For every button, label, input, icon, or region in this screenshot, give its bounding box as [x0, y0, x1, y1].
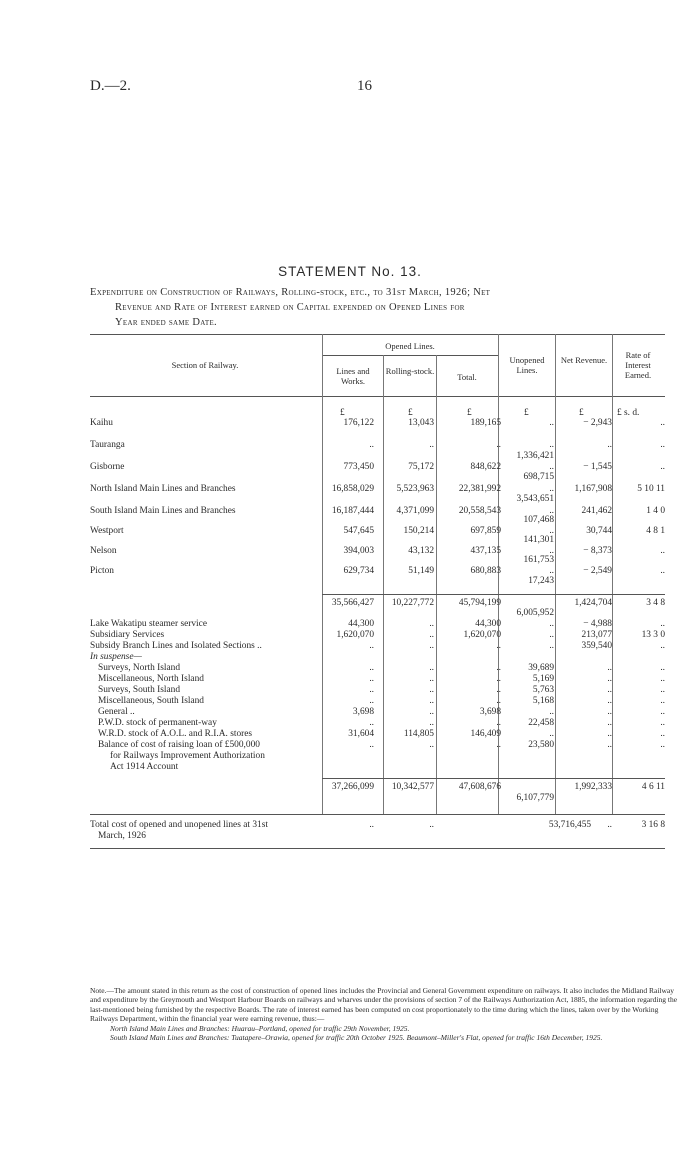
cell-total: .. — [496, 696, 501, 706]
cell-rate: .. — [660, 718, 665, 728]
cell-lines-works: .. — [369, 663, 374, 673]
cell-total: 22,381,992 — [458, 484, 501, 494]
cell-rate: .. — [660, 641, 665, 651]
page-number: 16 — [357, 78, 372, 94]
cell-net-revenue: .. — [607, 440, 612, 450]
subtitle-line-3: Year ended same Date. — [115, 317, 217, 328]
row-label: Balance of cost of raising loan of £500,000 — [98, 740, 260, 750]
table-top-rule — [90, 334, 665, 335]
cell-rolling-stock: .. — [429, 641, 434, 651]
cell-rate: .. — [660, 440, 665, 450]
cell-net-revenue: 1,167,908 — [574, 484, 612, 494]
header-bottom-rule — [90, 396, 665, 397]
row-label: Kaihu — [90, 418, 113, 428]
cell-total: 189,165 — [470, 418, 501, 428]
cell-lines-works: 547,645 — [343, 526, 374, 536]
cell-net-revenue: 30,744 — [586, 526, 612, 536]
cell-lines-works: .. — [369, 440, 374, 450]
row-label: Lake Wakatipu steamer service — [90, 619, 207, 629]
cell-rate: .. — [660, 696, 665, 706]
table-row-continued — [90, 762, 665, 776]
cell-rolling-stock: 4,371,099 — [396, 506, 434, 516]
cell-rate: .. — [660, 418, 665, 428]
row-label: Subsidiary Services — [90, 630, 165, 640]
cell-net-revenue: .. — [607, 674, 612, 684]
cell-rolling-stock: .. — [429, 663, 434, 673]
cell-lines-works: 176,122 — [343, 418, 374, 428]
header-lines-works: Lines and Works. — [336, 366, 370, 386]
cell-rate: .. — [660, 674, 665, 684]
cell-rate: .. — [660, 663, 665, 673]
cell-lines-works: .. — [369, 718, 374, 728]
row-label: Gisborne — [90, 462, 125, 472]
cell-total: .. — [496, 663, 501, 673]
subtotal-unopened: 6,107,779 — [516, 793, 554, 803]
cell-unopened: .. — [549, 707, 554, 717]
cell-rate: 4 8 1 — [646, 526, 665, 536]
cell-unopened: .. — [549, 418, 554, 428]
cell-rolling-stock: 51,149 — [408, 566, 434, 576]
document-id: D.—2. — [90, 78, 131, 94]
cell-total: .. — [496, 740, 501, 750]
cell-total: 3,698 — [479, 707, 501, 717]
subtotal-rate: 3 4 8 — [646, 598, 665, 608]
row-label-continued: Act 1914 Account — [110, 762, 179, 772]
row-label: South Island Main Lines and Branches — [90, 506, 236, 516]
cell-rolling-stock: 5,523,963 — [396, 484, 434, 494]
subtitle-line-1: Expenditure on Construction of Railways, Rolling-stock, etc., to 31st March, 1926; Net — [90, 287, 491, 298]
cell-unopened: 5,168 — [532, 696, 554, 706]
cell-rolling-stock: 13,043 — [408, 418, 434, 428]
header-net-revenue: Net Revenue. — [560, 355, 608, 365]
footnote-north-island: North Island Main Lines and Branches: Huarau–Portland, opened for traffic 29th November, 1925. — [110, 1023, 410, 1033]
cell-rate: .. — [660, 685, 665, 695]
cell-rate: 5 10 11 — [637, 484, 665, 494]
cell-rate: 1 4 0 — [646, 506, 665, 516]
cell-lines-works: .. — [369, 641, 374, 651]
header-opened-lines: Opened Lines. — [385, 341, 435, 351]
subtotal-net-revenue: 1,992,333 — [574, 782, 612, 792]
subtotal-rate: 4 6 11 — [641, 782, 665, 792]
cell-lines-works: 394,003 — [343, 546, 374, 556]
header-section: Section of Railway. — [171, 360, 239, 370]
cell-unopened: 23,580 — [528, 740, 554, 750]
statement-subtitle — [90, 285, 690, 330]
table-row — [90, 462, 665, 476]
header-rate: Rate of Interest Earned. — [624, 350, 652, 380]
cell-rate: .. — [660, 707, 665, 717]
cell-unopened: .. — [549, 566, 554, 576]
cell-rate: .. — [660, 566, 665, 576]
subtotal-net-revenue: 1,424,704 — [574, 598, 612, 608]
cell-rolling-stock: .. — [429, 685, 434, 695]
subtotal-rule — [322, 778, 665, 779]
row-label: Tauranga — [90, 440, 125, 450]
grand-total-rate: 3 16 8 — [641, 820, 665, 830]
cell-unopened: .. — [549, 546, 554, 556]
suspense-label: In suspense— — [90, 652, 142, 662]
cell-rolling-stock: 43,132 — [408, 546, 434, 556]
cell-unopened: 22,458 — [528, 718, 554, 728]
cell-lines-works: .. — [369, 696, 374, 706]
footnote — [90, 986, 680, 1042]
table-row — [90, 484, 665, 498]
cell-net-revenue: .. — [607, 718, 612, 728]
cell-unopened: .. — [549, 506, 554, 516]
cell-unopened: .. — [549, 630, 554, 640]
table-row — [90, 418, 665, 432]
cell-total: 20,558,543 — [458, 506, 501, 516]
cell-total: 697,859 — [470, 526, 501, 536]
cell-rate: .. — [660, 740, 665, 750]
grand-total-rule — [90, 814, 665, 815]
cell-unopened: .. — [549, 619, 554, 629]
cell-rolling-stock: 150,214 — [403, 526, 434, 536]
grand-total-lines-works: .. — [369, 820, 374, 830]
statement-heading: STATEMENT No. 13. — [278, 264, 422, 279]
row-label-continued: for Railways Improvement Authorization — [110, 751, 265, 761]
cell-rolling-stock: 114,805 — [403, 729, 434, 739]
cell-total: .. — [496, 440, 501, 450]
subtotal-unopened: 6,005,952 — [516, 608, 554, 618]
cell-net-revenue: 213,077 — [581, 630, 612, 640]
cell-lines-works: .. — [369, 674, 374, 684]
row-label: Surveys, North Island — [98, 663, 181, 673]
cell-rate: .. — [660, 462, 665, 472]
cell-rolling-stock: .. — [429, 619, 434, 629]
row-label: Miscellaneous, North Island — [98, 674, 204, 684]
unit-pound: £ — [467, 408, 472, 418]
unopened-value: 141,301 — [523, 535, 554, 545]
cell-total: 437,135 — [470, 546, 501, 556]
row-label: Westport — [90, 526, 124, 536]
subtotal-lines-works: 37,266,099 — [331, 782, 374, 792]
row-label: Miscellaneous, South Island — [98, 696, 204, 706]
grand-total-rolling-stock: .. — [429, 820, 434, 830]
cell-unopened: .. — [549, 526, 554, 536]
cell-rate: .. — [660, 619, 665, 629]
cell-unopened: 5,763 — [532, 685, 554, 695]
table-row — [90, 440, 665, 454]
cell-total: 146,409 — [470, 729, 501, 739]
cell-net-revenue: − 1,545 — [583, 462, 612, 472]
cell-net-revenue: .. — [607, 740, 612, 750]
header-rolling-stock: Rolling-stock. — [385, 366, 435, 376]
cell-lines-works: .. — [369, 740, 374, 750]
cell-net-revenue: .. — [607, 729, 612, 739]
grand-total-net-revenue: .. — [607, 820, 612, 830]
cell-total: 680,883 — [470, 566, 501, 576]
header-total: Total. — [457, 372, 477, 382]
cell-net-revenue: 359,540 — [581, 641, 612, 651]
unit-pound: £ — [524, 408, 529, 418]
cell-net-revenue: − 2,549 — [583, 566, 612, 576]
cell-total: .. — [496, 674, 501, 684]
cell-unopened: .. — [549, 641, 554, 651]
unit-rate: £ s. d. — [617, 408, 640, 418]
footnote-south-island: South Island Main Lines and Branches: Tuatapere–Orawia, opened for traffic 20th October 1925. Beaumont–Miller's Flat, opened for traffic 16th December, 1925. — [110, 1033, 603, 1043]
cell-net-revenue: .. — [607, 696, 612, 706]
table-row — [90, 506, 665, 520]
cell-rolling-stock: .. — [429, 440, 434, 450]
subtotal-row — [90, 598, 665, 612]
table-bottom-rule — [90, 848, 665, 849]
unit-pound: £ — [340, 408, 345, 418]
subtotal-rolling-stock: 10,342,577 — [391, 782, 434, 792]
cell-net-revenue: − 4,988 — [583, 619, 612, 629]
table-row — [90, 546, 665, 560]
cell-net-revenue: − 8,373 — [583, 546, 612, 556]
cell-rate: .. — [660, 729, 665, 739]
cell-unopened: .. — [549, 462, 554, 472]
unopened-value: 107,468 — [523, 515, 554, 525]
cell-rolling-stock: 75,172 — [408, 462, 434, 472]
cell-total: 848,622 — [470, 462, 501, 472]
row-label: Picton — [90, 566, 114, 576]
unopened-value: 698,715 — [523, 472, 554, 482]
subtotal-total: 47,608,676 — [458, 782, 501, 792]
cell-rolling-stock: .. — [429, 674, 434, 684]
cell-lines-works: 629,734 — [343, 566, 374, 576]
cell-lines-works: 16,187,444 — [331, 506, 374, 516]
cell-total: .. — [496, 718, 501, 728]
unopened-value: 17,243 — [528, 576, 554, 586]
row-label: General .. — [98, 707, 135, 717]
cell-lines-works: 16,858,029 — [331, 484, 374, 494]
row-label: North Island Main Lines and Branches — [90, 484, 236, 494]
unit-pound: £ — [579, 408, 584, 418]
cell-rolling-stock: .. — [429, 696, 434, 706]
subtotal-rule — [322, 594, 665, 595]
grand-total-label-continued: March, 1926 — [98, 831, 146, 841]
subtotal-lines-works: 35,566,427 — [331, 598, 374, 608]
row-label: P.W.D. stock of permanent-way — [98, 718, 217, 728]
cell-rate: 13 3 0 — [641, 630, 665, 640]
cell-net-revenue: − 2,943 — [583, 418, 612, 428]
cell-unopened: .. — [549, 440, 554, 450]
cell-rolling-stock: .. — [429, 718, 434, 728]
row-label: W.R.D. stock of A.O.L. and R.I.A. stores — [98, 729, 253, 739]
cell-rolling-stock: .. — [429, 707, 434, 717]
table-row — [90, 566, 665, 580]
cell-net-revenue: .. — [607, 707, 612, 717]
cell-total: .. — [496, 641, 501, 651]
cell-lines-works: 3,698 — [352, 707, 374, 717]
grand-total-label: Total cost of opened and unopened lines at 31st — [90, 820, 268, 830]
opened-group-rule — [322, 355, 498, 356]
row-label: Nelson — [90, 546, 117, 556]
cell-rolling-stock: .. — [429, 630, 434, 640]
row-label: Surveys, South Island — [98, 685, 181, 695]
cell-total: 44,300 — [475, 619, 501, 629]
cell-lines-works: 44,300 — [348, 619, 374, 629]
unopened-value: 3,543,651 — [516, 494, 554, 504]
grand-total-value: 53,716,455 — [548, 820, 592, 830]
grand-total-row-continued — [90, 831, 665, 845]
unopened-value: 161,753 — [523, 555, 554, 565]
unopened-value: 1,336,421 — [516, 451, 554, 461]
header-unopened: Unopened Lines. — [509, 355, 545, 375]
row-label: Subsidy Branch Lines and Isolated Sections .. — [90, 641, 262, 651]
cell-lines-works: 31,604 — [348, 729, 374, 739]
cell-lines-works: 773,450 — [343, 462, 374, 472]
unit-pound: £ — [408, 408, 413, 418]
cell-total: .. — [496, 685, 501, 695]
cell-rate: .. — [660, 546, 665, 556]
subtitle-line-2: Revenue and Rate of Interest earned on Capital expended on Opened Lines for — [115, 302, 465, 313]
cell-net-revenue: .. — [607, 663, 612, 673]
footnote-main: Note.—The amount stated in this return as the cost of construction of opened lines includes the Provincial and General Government expenditure on railways. It also includes the Midland Railway and expenditure by the Greymouth and Westport Harbour Boards on railways and wharves under the provisions of section 7 of the Railways Authorization Act, 1885, the information regarding the last-mentioned being furnished by the respective Boards. The rate of interest earned has been computed on cost proportionately to the time during which the lines, taken over by the Working Railways Department, within the financial year were earning revenue, thus:— — [90, 986, 678, 1024]
cell-unopened: .. — [549, 729, 554, 739]
cell-total: 1,620,070 — [463, 630, 501, 640]
cell-unopened: 39,689 — [528, 663, 554, 673]
subtotal-total: 45,794,199 — [458, 598, 501, 608]
cell-lines-works: 1,620,070 — [336, 630, 374, 640]
cell-unopened: .. — [549, 484, 554, 494]
table-row — [90, 526, 665, 540]
subtotal-rolling-stock: 10,227,772 — [391, 598, 434, 608]
subtotal-row — [90, 782, 665, 796]
cell-rolling-stock: .. — [429, 740, 434, 750]
cell-net-revenue: .. — [607, 685, 612, 695]
cell-unopened: 5,169 — [532, 674, 554, 684]
cell-net-revenue: 241,462 — [581, 506, 612, 516]
cell-lines-works: .. — [369, 685, 374, 695]
